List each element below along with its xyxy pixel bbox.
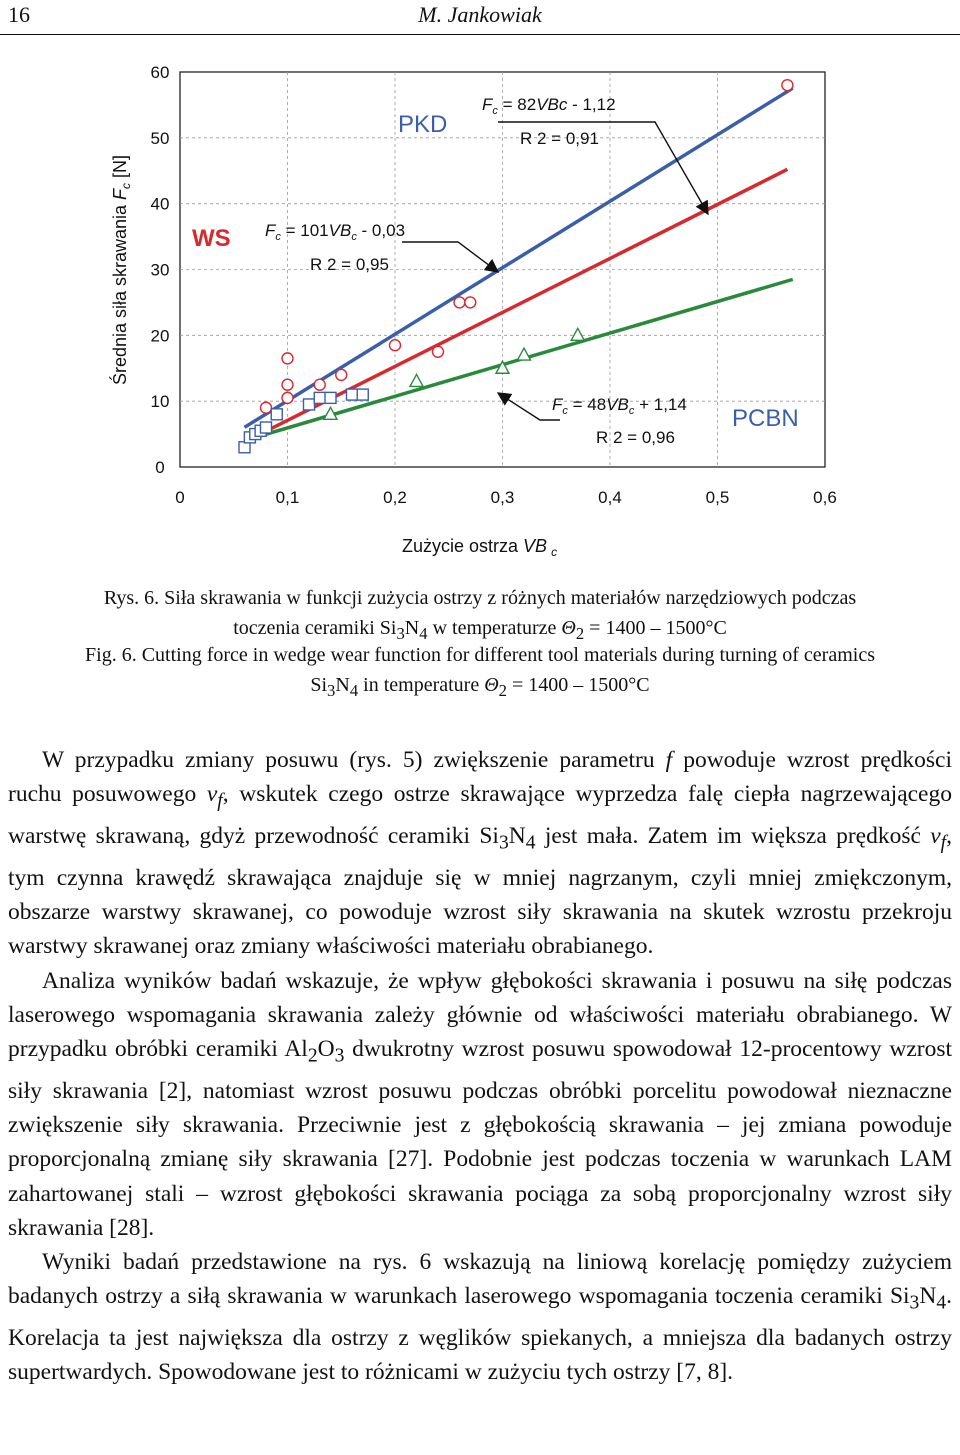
body-text	[8, 743, 952, 1389]
label-ws: WS	[192, 225, 231, 252]
data-point-pkd	[336, 369, 347, 380]
data-point-pkd	[433, 346, 444, 357]
data-point-pkd	[465, 297, 476, 308]
x-tick-label: 0,6	[813, 488, 837, 507]
data-point-ws	[347, 389, 358, 400]
header-rule	[0, 34, 960, 35]
data-point-ws	[271, 409, 282, 420]
data-point-ws	[304, 399, 315, 410]
data-point-ws	[325, 392, 336, 403]
data-point-pkd	[282, 392, 293, 403]
r2-ws: R 2 = 0,95	[310, 255, 389, 274]
data-point-pcbn	[518, 348, 531, 360]
x-tick-label: 0,2	[383, 488, 407, 507]
figure-chart	[0, 40, 960, 570]
callout-arrow-ws	[402, 242, 498, 272]
y-tick-label: 20	[150, 326, 170, 346]
r2-pcbn: R 2 = 0,96	[596, 428, 675, 447]
data-point-pkd	[282, 379, 293, 390]
x-axis-label: Zużycie ostrza VB $_c$	[402, 536, 558, 559]
x-tick-label: 0,5	[705, 488, 730, 507]
y-tick-label: 0	[155, 458, 165, 477]
data-point-pkd	[390, 340, 401, 351]
page-number: 16	[8, 2, 30, 27]
paragraph-1: W przypadku zmiany posuwu (rys. 5) zwiększenie parametru f powoduje wzrost prędkości ruchu posuwowego $v_f$, wskutek czego ostrze skrawające wyprzedza falę ciepła nagrzewającego warstwę skrawaną, gdyż przewodność ceramiki $Si_3N_4$ jest mała. Zatem im większa prędkość $v_f$, tym czynna krawędź skrawająca znajduje się w mniej nagrzanym, czyli mniej zmiękczonym, obszarze warstwy skrawanej, co powoduje wzrost siły skrawania na skutek wzrostu przekroju warstwy skrawanej oraz zmiany właściwości materiału obrabianego.	[8, 747, 952, 960]
caption-en-line1: Fig. 6. Cutting force in wedge wear function for different tool materials during turning of ceramics	[85, 644, 875, 666]
page-header	[0, 2, 960, 30]
x-tick-label: 0,3	[490, 488, 515, 507]
y-tick-label: 30	[150, 260, 170, 280]
callout-arrow-pcbn	[498, 393, 560, 420]
caption-en-line2: $Si_3N_4$ in temperature $\Theta_2 = 1400 - 1500^\circ C$	[310, 674, 650, 700]
y-tick-label: 40	[150, 194, 170, 214]
data-point-pkd	[261, 402, 272, 413]
r2-pkd: R 2 = 0,91	[520, 129, 599, 148]
equation-ws: $F_c = 101VB_c - 0,03$	[265, 221, 406, 243]
equation-pcbn: $F_c = 48VB_c + 1,14$	[552, 395, 687, 417]
figure-caption-en	[0, 640, 960, 706]
data-point-pcbn	[571, 328, 584, 340]
x-tick-labels	[175, 488, 837, 507]
y-tick-label: 50	[150, 128, 170, 148]
data-point-pkd	[282, 353, 293, 364]
label-pcbn: PCBN	[732, 405, 799, 432]
data-point-pkd	[314, 379, 325, 390]
caption-pl-line2: toczenia ceramiki $Si_3N_4$ w temperaturze $\Theta_2 = 1400 - 1500^\circ C$	[233, 617, 727, 643]
label-pkd: PKD	[398, 111, 448, 138]
x-tick-label: 0,1	[275, 488, 300, 507]
data-point-pkd	[782, 80, 793, 91]
data-point-pcbn	[410, 374, 423, 386]
running-author: M. Jankowiak	[418, 2, 542, 27]
data-point-ws	[314, 392, 325, 403]
data-point-ws	[261, 422, 272, 433]
y-axis-label: Średnia siła skrawania $F_c$ [N]	[110, 154, 133, 386]
x-tick-label: 0	[175, 488, 185, 507]
caption-pl-line1: Rys. 6. Siła skrawania w funkcji zużycia ostrzy z różnych materiałów narzędziowych podczas	[103, 587, 857, 609]
paragraph-2: Analiza wyników badań wskazuje, że wpływ głębokości skrawania i posuwu na siłę podczas laserowego wspomagania skrawania zależy głównie od właściwości materiału obrabianego. W przypadku obróbki ceramiki $Al_2O_3$ dwukrotny wzrost posuwu spowodował 12-procentowy wzrost siły skrawania [2], natomiast wzrost posuwu podczas obróbki porcelitu powodował nieznaczne zwiększenie siły skrawania. Przeciwnie jest z głębokością skrawania – jej zmiana powoduje proporcjonalną zmianę siły skrawania [27]. Podobnie jest podczas toczenia w warunkach LAM zahartowanej stali – wzrost głębokości skrawania pociąga za sobą proporcjonalny wzrost siły skrawania [28].	[8, 967, 952, 1241]
y-tick-label: 10	[150, 392, 170, 412]
data-point-pkd	[454, 297, 465, 308]
y-tick-label: 60	[150, 63, 170, 82]
data-point-ws	[357, 389, 368, 400]
paragraph-3: Wyniki badań przedstawione na rys. 6 wskazują na liniową korelację pomiędzy zużyciem badanych ostrzy a siłą skrawania w warunkach laserowego wspomagania toczenia ceramiki $Si_3N_4$. Korelacja ta jest największa dla ostrzy z węglików spiekanych, a mniejsza dla badanych ostrzy supertwardych. Spowodowane jest to różnicami w zużyciu tych ostrzy [7, 8].	[8, 1248, 952, 1386]
equation-pkd: $F_c = 82VBc - 1,12$	[482, 95, 616, 117]
y-tick-labels	[151, 63, 170, 477]
x-tick-label: 0,4	[598, 488, 622, 507]
